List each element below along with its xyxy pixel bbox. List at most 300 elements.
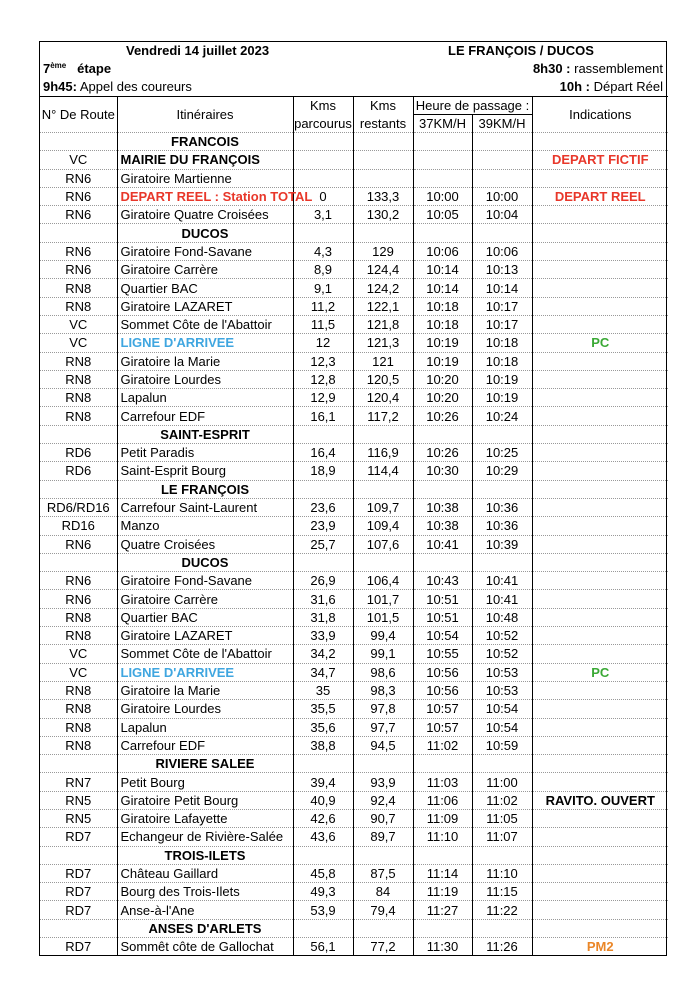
table-row bbox=[40, 700, 668, 718]
km-cell: 45,8 bbox=[293, 864, 353, 882]
time37-cell: 10:56 bbox=[413, 681, 472, 699]
route-cell: RN8 bbox=[40, 736, 117, 754]
route-cell: RD6 bbox=[40, 462, 117, 480]
place-cell: Manzo bbox=[117, 517, 293, 535]
time37-cell: 11:03 bbox=[413, 773, 472, 791]
time39-cell: 10:52 bbox=[472, 645, 532, 663]
table-row bbox=[40, 627, 668, 645]
route-cell bbox=[40, 755, 117, 773]
route-cell bbox=[40, 480, 117, 498]
time39-cell: 10:13 bbox=[472, 261, 532, 279]
header-line-2 bbox=[40, 60, 666, 78]
time37-cell bbox=[413, 755, 472, 773]
time39-cell bbox=[472, 919, 532, 937]
indication-cell bbox=[532, 736, 668, 754]
indication-cell bbox=[532, 553, 668, 571]
time39-cell: 10:17 bbox=[472, 297, 532, 315]
time37-cell: 10:20 bbox=[413, 389, 472, 407]
col-header-kms-left: Kms bbox=[353, 97, 413, 115]
time39-cell: 10:36 bbox=[472, 517, 532, 535]
time39-cell bbox=[472, 224, 532, 242]
table-row bbox=[40, 352, 668, 370]
time37-cell: 10:14 bbox=[413, 279, 472, 297]
table-row bbox=[40, 736, 668, 754]
km-cell: 40,9 bbox=[293, 791, 353, 809]
time37-cell: 10:54 bbox=[413, 627, 472, 645]
col-header-speed-39: 39KM/H bbox=[472, 115, 532, 133]
indication-cell bbox=[532, 828, 668, 846]
time39-cell bbox=[472, 553, 532, 571]
rest-cell: 114,4 bbox=[353, 462, 413, 480]
place-cell: Giratoire la Marie bbox=[117, 352, 293, 370]
km-cell bbox=[293, 224, 353, 242]
time39-cell: 11:07 bbox=[472, 828, 532, 846]
rest-cell bbox=[353, 846, 413, 864]
indication-cell bbox=[532, 681, 668, 699]
indication-cell: PM2 bbox=[532, 938, 668, 956]
rest-cell: 124,4 bbox=[353, 261, 413, 279]
time37-cell: 11:14 bbox=[413, 864, 472, 882]
table-row bbox=[40, 334, 668, 352]
time39-cell: 10:24 bbox=[472, 407, 532, 425]
col-header-speed-37: 37KM/H bbox=[413, 115, 472, 133]
table-row bbox=[40, 681, 668, 699]
time39-cell: 10:53 bbox=[472, 663, 532, 681]
col-header-passage: Heure de passage : bbox=[413, 97, 532, 115]
rest-cell: 121 bbox=[353, 352, 413, 370]
place-cell: Giratoire Petit Bourg bbox=[117, 791, 293, 809]
indication-cell bbox=[532, 901, 668, 919]
indication-cell: RAVITO. OUVERT bbox=[532, 791, 668, 809]
time39-cell: 10:53 bbox=[472, 681, 532, 699]
route-cell: RD7 bbox=[40, 938, 117, 956]
place-cell: DEPART REEL : Station TOTAL bbox=[117, 187, 293, 205]
time39-cell: 11:05 bbox=[472, 809, 532, 827]
indication-cell: DEPART REEL bbox=[532, 187, 668, 205]
place-cell: Lapalun bbox=[117, 718, 293, 736]
indication-cell bbox=[532, 169, 668, 187]
place-cell: Lapalun bbox=[117, 389, 293, 407]
km-cell: 49,3 bbox=[293, 883, 353, 901]
rest-cell: 120,4 bbox=[353, 389, 413, 407]
indication-cell bbox=[532, 407, 668, 425]
section-row bbox=[40, 224, 668, 242]
section-row bbox=[40, 755, 668, 773]
rest-cell: 107,6 bbox=[353, 535, 413, 553]
time37-cell: 10:26 bbox=[413, 407, 472, 425]
table-row bbox=[40, 242, 668, 260]
table-row bbox=[40, 462, 668, 480]
indication-cell bbox=[532, 224, 668, 242]
route-cell: VC bbox=[40, 315, 117, 333]
time39-cell: 10:18 bbox=[472, 352, 532, 370]
km-cell: 18,9 bbox=[293, 462, 353, 480]
rest-cell bbox=[353, 919, 413, 937]
table-row bbox=[40, 279, 668, 297]
indication-cell bbox=[532, 261, 668, 279]
km-cell bbox=[293, 151, 353, 169]
time37-cell: 11:09 bbox=[413, 809, 472, 827]
km-cell bbox=[293, 480, 353, 498]
indication-cell: PC bbox=[532, 334, 668, 352]
route-cell: RN6 bbox=[40, 590, 117, 608]
route-cell: RN8 bbox=[40, 297, 117, 315]
km-cell bbox=[293, 425, 353, 443]
time39-cell: 10:19 bbox=[472, 389, 532, 407]
place-cell: Giratoire Lourdes bbox=[117, 370, 293, 388]
km-cell: 34,2 bbox=[293, 645, 353, 663]
place-cell: Sommêt côte de Gallochat bbox=[117, 938, 293, 956]
route-cell: RN6 bbox=[40, 261, 117, 279]
time39-cell bbox=[472, 755, 532, 773]
table-row bbox=[40, 791, 668, 809]
km-cell bbox=[293, 755, 353, 773]
section-title: DUCOS bbox=[117, 553, 293, 571]
place-cell: Giratoire Carrère bbox=[117, 261, 293, 279]
time39-cell: 10:52 bbox=[472, 627, 532, 645]
time37-cell: 10:38 bbox=[413, 498, 472, 516]
km-cell: 0 bbox=[293, 187, 353, 205]
stage-number: 7ème étape bbox=[43, 61, 112, 76]
indication-cell bbox=[532, 279, 668, 297]
time39-cell: 10:00 bbox=[472, 187, 532, 205]
route-cell: RN8 bbox=[40, 389, 117, 407]
section-row bbox=[40, 425, 668, 443]
place-cell: Château Gaillard bbox=[117, 864, 293, 882]
indication-cell bbox=[532, 755, 668, 773]
indication-cell bbox=[532, 627, 668, 645]
itinerary-rows bbox=[40, 133, 668, 956]
time37-cell bbox=[413, 151, 472, 169]
km-cell: 9,1 bbox=[293, 279, 353, 297]
km-cell: 16,4 bbox=[293, 444, 353, 462]
indication-cell bbox=[532, 590, 668, 608]
time39-cell: 10:18 bbox=[472, 334, 532, 352]
rest-cell bbox=[353, 224, 413, 242]
route-cell bbox=[40, 224, 117, 242]
km-cell: 12,3 bbox=[293, 352, 353, 370]
time37-cell: 10:41 bbox=[413, 535, 472, 553]
place-cell: Giratoire la Marie bbox=[117, 681, 293, 699]
time39-cell: 10:04 bbox=[472, 206, 532, 224]
time37-cell: 10:20 bbox=[413, 370, 472, 388]
col-header-route: N° De Route bbox=[40, 97, 117, 133]
time37-cell bbox=[413, 846, 472, 864]
time39-cell: 10:41 bbox=[472, 572, 532, 590]
time37-cell: 10:43 bbox=[413, 572, 472, 590]
indication-cell: PC bbox=[532, 663, 668, 681]
time39-cell bbox=[472, 425, 532, 443]
km-cell: 4,3 bbox=[293, 242, 353, 260]
km-cell: 56,1 bbox=[293, 938, 353, 956]
time37-cell: 10:57 bbox=[413, 718, 472, 736]
rest-cell: 106,4 bbox=[353, 572, 413, 590]
km-cell: 31,6 bbox=[293, 590, 353, 608]
section-title: RIVIERE SALEE bbox=[117, 755, 293, 773]
time37-cell: 10:18 bbox=[413, 297, 472, 315]
time39-cell: 11:15 bbox=[472, 883, 532, 901]
indication-cell bbox=[532, 572, 668, 590]
rest-cell bbox=[353, 151, 413, 169]
indication-cell bbox=[532, 846, 668, 864]
table-row bbox=[40, 389, 668, 407]
km-cell: 42,6 bbox=[293, 809, 353, 827]
indication-cell bbox=[532, 718, 668, 736]
time39-cell bbox=[472, 846, 532, 864]
rest-cell: 84 bbox=[353, 883, 413, 901]
time39-cell: 10:29 bbox=[472, 462, 532, 480]
route-cell bbox=[40, 425, 117, 443]
rest-cell: 98,6 bbox=[353, 663, 413, 681]
rest-cell: 120,5 bbox=[353, 370, 413, 388]
km-cell: 35,5 bbox=[293, 700, 353, 718]
time37-cell bbox=[413, 224, 472, 242]
time37-cell: 11:06 bbox=[413, 791, 472, 809]
time39-cell: 10:36 bbox=[472, 498, 532, 516]
route-cell: RN6 bbox=[40, 242, 117, 260]
km-cell: 16,1 bbox=[293, 407, 353, 425]
route-cell: RN7 bbox=[40, 773, 117, 791]
km-cell bbox=[293, 846, 353, 864]
rest-cell: 79,4 bbox=[353, 901, 413, 919]
route-cell: RN6 bbox=[40, 206, 117, 224]
col-header-kms-done-2: parcourus bbox=[294, 115, 352, 131]
place-cell: Carrefour EDF bbox=[117, 407, 293, 425]
route-cell: RN8 bbox=[40, 627, 117, 645]
route-cell bbox=[40, 553, 117, 571]
time37-cell: 11:02 bbox=[413, 736, 472, 754]
place-cell: Sommet Côte de l'Abattoir bbox=[117, 645, 293, 663]
rest-cell bbox=[353, 425, 413, 443]
table-row bbox=[40, 297, 668, 315]
km-cell: 25,7 bbox=[293, 535, 353, 553]
place-cell: Echangeur de Rivière-Salée bbox=[117, 828, 293, 846]
rest-cell: 133,3 bbox=[353, 187, 413, 205]
rest-cell: 98,3 bbox=[353, 681, 413, 699]
rest-cell: 121,3 bbox=[353, 334, 413, 352]
rest-cell: 92,4 bbox=[353, 791, 413, 809]
time39-cell: 10:25 bbox=[472, 444, 532, 462]
km-cell: 43,6 bbox=[293, 828, 353, 846]
indication-cell bbox=[532, 133, 668, 151]
time37-cell bbox=[413, 480, 472, 498]
indication-cell bbox=[532, 462, 668, 480]
place-cell: Giratoire Lourdes bbox=[117, 700, 293, 718]
time37-cell: 10:00 bbox=[413, 187, 472, 205]
place-cell: Giratoire Lafayette bbox=[117, 809, 293, 827]
route-cell: RN6 bbox=[40, 535, 117, 553]
time39-cell: 10:54 bbox=[472, 718, 532, 736]
time37-cell: 10:51 bbox=[413, 590, 472, 608]
table-row bbox=[40, 938, 668, 956]
indication-cell bbox=[532, 700, 668, 718]
km-cell: 8,9 bbox=[293, 261, 353, 279]
rest-cell bbox=[353, 553, 413, 571]
indication-cell bbox=[532, 389, 668, 407]
time39-cell: 11:00 bbox=[472, 773, 532, 791]
place-cell: Giratoire LAZARET bbox=[117, 627, 293, 645]
route-cell: RN8 bbox=[40, 700, 117, 718]
section-row bbox=[40, 846, 668, 864]
km-cell: 39,4 bbox=[293, 773, 353, 791]
time37-cell: 10:18 bbox=[413, 315, 472, 333]
route-cell: RD16 bbox=[40, 517, 117, 535]
route-cell: RN8 bbox=[40, 718, 117, 736]
indication-cell bbox=[532, 517, 668, 535]
time37-cell bbox=[413, 425, 472, 443]
route-cell: RN8 bbox=[40, 681, 117, 699]
table-row bbox=[40, 261, 668, 279]
header-line-3 bbox=[40, 78, 666, 96]
rest-cell: 87,5 bbox=[353, 864, 413, 882]
time37-cell: 10:05 bbox=[413, 206, 472, 224]
route-cell: RD7 bbox=[40, 828, 117, 846]
km-cell: 26,9 bbox=[293, 572, 353, 590]
start-info: 10h : Départ Réel bbox=[559, 79, 663, 94]
km-cell: 11,2 bbox=[293, 297, 353, 315]
time39-cell: 11:26 bbox=[472, 938, 532, 956]
time39-cell: 11:10 bbox=[472, 864, 532, 882]
time39-cell: 11:22 bbox=[472, 901, 532, 919]
table-row bbox=[40, 901, 668, 919]
time39-cell: 10:54 bbox=[472, 700, 532, 718]
route-cell: RN5 bbox=[40, 809, 117, 827]
time37-cell: 10:14 bbox=[413, 261, 472, 279]
indication-cell bbox=[532, 809, 668, 827]
place-cell: Petit Bourg bbox=[117, 773, 293, 791]
col-header-indications: Indications bbox=[532, 97, 668, 133]
table-row bbox=[40, 187, 668, 205]
table-row bbox=[40, 883, 668, 901]
time37-cell bbox=[413, 169, 472, 187]
indication-cell bbox=[532, 370, 668, 388]
place-cell: Giratoire LAZARET bbox=[117, 297, 293, 315]
rest-cell: 124,2 bbox=[353, 279, 413, 297]
indication-cell bbox=[532, 315, 668, 333]
km-cell: 11,5 bbox=[293, 315, 353, 333]
place-cell: MAIRIE DU FRANÇOIS bbox=[117, 151, 293, 169]
time37-cell: 11:27 bbox=[413, 901, 472, 919]
time39-cell: 11:02 bbox=[472, 791, 532, 809]
place-cell: LIGNE D'ARRIVEE bbox=[117, 334, 293, 352]
rest-cell bbox=[353, 480, 413, 498]
place-cell: Petit Paradis bbox=[117, 444, 293, 462]
time37-cell: 10:19 bbox=[413, 352, 472, 370]
time39-cell: 10:17 bbox=[472, 315, 532, 333]
section-row bbox=[40, 553, 668, 571]
km-cell: 12 bbox=[293, 334, 353, 352]
route-cell: VC bbox=[40, 645, 117, 663]
time39-cell: 10:48 bbox=[472, 608, 532, 626]
table-row bbox=[40, 809, 668, 827]
gathering-info: 8h30 : rassemblement bbox=[532, 61, 663, 76]
km-cell: 38,8 bbox=[293, 736, 353, 754]
rest-cell: 101,7 bbox=[353, 590, 413, 608]
place-cell: Giratoire Fond-Savane bbox=[117, 572, 293, 590]
time37-cell: 10:30 bbox=[413, 462, 472, 480]
rest-cell: 89,7 bbox=[353, 828, 413, 846]
section-title: FRANCOIS bbox=[117, 133, 293, 151]
rest-cell: 97,8 bbox=[353, 700, 413, 718]
time39-cell: 10:41 bbox=[472, 590, 532, 608]
indication-cell bbox=[532, 206, 668, 224]
km-cell: 12,9 bbox=[293, 389, 353, 407]
place-cell: Giratoire Carrère bbox=[117, 590, 293, 608]
km-cell: 12,8 bbox=[293, 370, 353, 388]
place-cell: Quartier BAC bbox=[117, 608, 293, 626]
rest-cell bbox=[353, 755, 413, 773]
route-cell: RN8 bbox=[40, 407, 117, 425]
time37-cell: 11:19 bbox=[413, 883, 472, 901]
route-cell: VC bbox=[40, 334, 117, 352]
km-cell bbox=[293, 553, 353, 571]
rest-cell: 90,7 bbox=[353, 809, 413, 827]
time37-cell: 10:38 bbox=[413, 517, 472, 535]
km-cell: 23,9 bbox=[293, 517, 353, 535]
rest-cell: 94,5 bbox=[353, 736, 413, 754]
rest-cell: 97,7 bbox=[353, 718, 413, 736]
rest-cell bbox=[353, 133, 413, 151]
route-cell: RN6 bbox=[40, 187, 117, 205]
rest-cell: 99,1 bbox=[353, 645, 413, 663]
place-cell: Bourg des Trois-Ilets bbox=[117, 883, 293, 901]
section-row bbox=[40, 133, 668, 151]
route-cell: VC bbox=[40, 663, 117, 681]
rest-cell: 121,8 bbox=[353, 315, 413, 333]
time39-cell: 10:59 bbox=[472, 736, 532, 754]
col-header-itinerary: Itinéraires bbox=[117, 97, 293, 133]
stage-title: LE FRANÇOIS / DUCOS bbox=[448, 43, 594, 58]
section-title: DUCOS bbox=[117, 224, 293, 242]
rest-cell: 109,4 bbox=[353, 517, 413, 535]
route-cell: RN8 bbox=[40, 352, 117, 370]
time37-cell bbox=[413, 919, 472, 937]
header-line-1 bbox=[40, 42, 666, 60]
time37-cell: 10:19 bbox=[413, 334, 472, 352]
indication-cell bbox=[532, 242, 668, 260]
indication-cell bbox=[532, 773, 668, 791]
indication-cell bbox=[532, 883, 668, 901]
route-cell: VC bbox=[40, 151, 117, 169]
table-row bbox=[40, 407, 668, 425]
rest-cell: 129 bbox=[353, 242, 413, 260]
route-cell: RD7 bbox=[40, 901, 117, 919]
table-row bbox=[40, 572, 668, 590]
indication-cell bbox=[532, 444, 668, 462]
time37-cell: 10:26 bbox=[413, 444, 472, 462]
place-cell: Saint-Esprit Bourg bbox=[117, 462, 293, 480]
event-date: Vendredi 14 juillet 2023 bbox=[126, 43, 270, 58]
route-cell bbox=[40, 919, 117, 937]
km-cell bbox=[293, 133, 353, 151]
place-cell: LIGNE D'ARRIVEE bbox=[117, 663, 293, 681]
km-cell: 53,9 bbox=[293, 901, 353, 919]
route-cell bbox=[40, 846, 117, 864]
section-row bbox=[40, 480, 668, 498]
table-row bbox=[40, 663, 668, 681]
time39-cell: 10:06 bbox=[472, 242, 532, 260]
rest-cell bbox=[353, 169, 413, 187]
table-row bbox=[40, 315, 668, 333]
table-row bbox=[40, 444, 668, 462]
time37-cell: 10:56 bbox=[413, 663, 472, 681]
time37-cell: 10:55 bbox=[413, 645, 472, 663]
rest-cell: 116,9 bbox=[353, 444, 413, 462]
rest-cell: 99,4 bbox=[353, 627, 413, 645]
itinerary-table bbox=[40, 96, 668, 955]
table-row bbox=[40, 206, 668, 224]
indication-cell bbox=[532, 864, 668, 882]
